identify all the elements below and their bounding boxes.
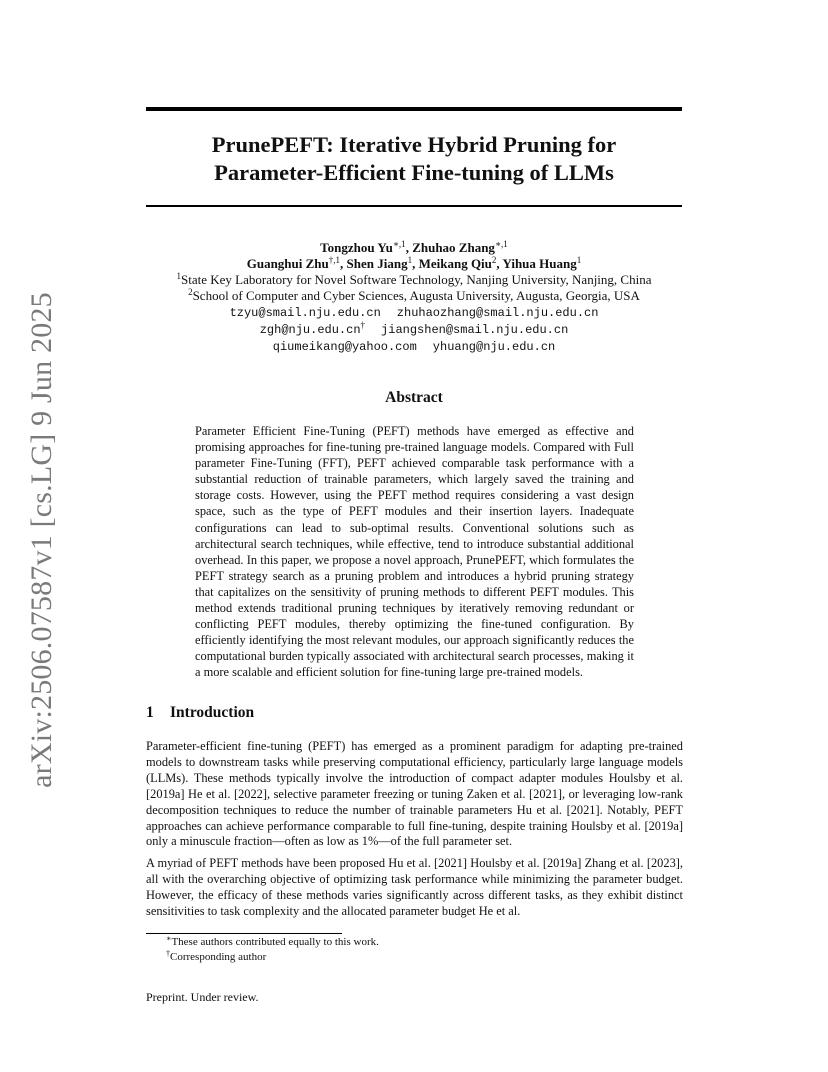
email[interactable]: yhuang@nju.edu.cn — [432, 340, 556, 354]
footnote-2 — [166, 950, 379, 965]
affiliation-text: State Key Laboratory for Novel Software Technology, Nanjing University, Nanjing, China — [181, 272, 652, 287]
abstract-text: Parameter Efficient Fine-Tuning (PEFT) methods have emerged as effective and promising approaches for fine-tuning pre-trained language models. Compared with Full parameter Fine-Tuning (FFT), PEFT achieved comparable task performance with a substantial reduction of trainable parameters, which largely saved the training and storage costs. However, using the PEFT method requires considering a vast design space, such as the type of PEFT modules and their insertion layers. Inadequate configurations can lead to sub-optimal results. Conventional solutions such as architectural search techniques, while effective, tend to introduce substantial additional overhead. In this paper, we propose a novel approach, PrunePEFT, which formulates the PEFT strategy search as a pruning problem and introduces a hybrid pruning strategy that capitalizes on the sensitivity of pruning methods to different PEFT modules. This method extends traditional pruning techniques by iteratively removing redundant or conflicting PEFT modules, thereby optimizing the fine-tuned configuration. By efficiently identifying the most relevant modules, our approach significantly reduces the computational burden typically associated with architectural search processes, making it a more scalable and efficient solution for fine-tuning large pre-trained models. — [195, 424, 634, 680]
email[interactable]: zgh@nju.edu.cn — [259, 323, 361, 337]
title-line-1: PrunePEFT: Iterative Hybrid Pruning for — [211, 132, 617, 157]
section-title: Introduction — [170, 704, 255, 721]
author-sup: ∗,1 — [392, 239, 406, 249]
author-sup: ∗,1 — [494, 239, 508, 249]
title-rule-bottom — [146, 205, 682, 207]
affiliation-1 — [146, 272, 682, 288]
abstract-heading: Abstract — [385, 389, 443, 406]
author-name: Yihua Huang — [502, 256, 577, 271]
affiliation-sup: 2 — [188, 287, 193, 297]
author-name: Guanghui Zhu — [246, 256, 329, 271]
email-line-1 — [146, 304, 682, 321]
footnote-rule — [146, 933, 342, 934]
author-sup: †,1 — [328, 255, 341, 265]
author-sup: 2 — [491, 255, 497, 265]
author-sup: 1 — [407, 255, 413, 265]
footnote-1 — [166, 935, 379, 950]
author-line-1: Tongzhou $Yu^{∗,1}$, Zhuhao Zhang$^{∗,1}$ — [320, 239, 508, 255]
paragraph: A myriad of PEFT methods have been proposed Hu et al. [2021] Houlsby et al. [2019a] Zhang et al. [2023], all with the overarching objective of optimizing task performance while minimizing the parameter budget. However, the efficacy of these methods varies significantly across different tasks, as they exhibit distinct sensitivities to task complexity and the allocated parameter budget He et al. — [146, 856, 683, 919]
title-rule-top — [146, 107, 682, 111]
email[interactable]: qiumeikang@yahoo.com — [272, 340, 417, 354]
affiliation-sup: 1 — [176, 271, 181, 281]
arxiv-stamp: arXiv:2506.07587v1 [cs.LG] 9 Jun 2025 — [25, 292, 58, 788]
email-sup: † — [360, 320, 366, 330]
paragraph: Parameter-efficient fine-tuning (PEFT) has emerged as a prominent paradigm for adapting pre-trained models to downstream tasks while preserving computational efficiency, particularly large language models (LLMs). These methods typically involve the introduction of compact adapter modules Houlsby et al. [2019a] He et al. [2022], selective parameter freezing or tuning Zaken et al. [2021], or leveraging low-rank decomposition techniques to reduce the number of trainable parameters Hu et al. [2021]. Notably, PEFT approaches can achieve performance comparable to full fine-tuning, despite training Houlsby et al. [2019a] only a minuscule fraction—often as low as 1%—of the full parameter set. — [146, 739, 683, 849]
author-sup: 1 — [576, 255, 582, 265]
author-name: Meikang Qiu — [418, 256, 492, 271]
email-line-2 — [146, 321, 682, 338]
section-number: 1 — [146, 704, 154, 721]
section-heading — [146, 704, 254, 722]
title-line-2: Parameter-Efficient Fine-tuning of LLMs — [214, 160, 614, 185]
footnote-text: Corresponding author — [170, 951, 267, 963]
footnote-text: These authors contributed equally to this work. — [171, 936, 379, 948]
author-name: Shen Jiang — [346, 256, 408, 271]
section-body — [146, 739, 683, 926]
affiliation-2 — [146, 288, 682, 304]
email[interactable]: zhuhaozhang@smail.nju.edu.cn — [396, 306, 599, 320]
footnote-mark: ∗ — [166, 934, 172, 943]
email-line-3 — [146, 338, 682, 355]
affiliation-text: School of Computer and Cyber Sciences, Augusta University, Augusta, Georgia, USA — [192, 288, 640, 303]
email[interactable]: tzyu@smail.nju.edu.cn — [229, 306, 381, 320]
footnotes — [166, 935, 379, 965]
email[interactable]: jiangshen@smail.nju.edu.cn — [381, 323, 569, 337]
author-name: Tongzhou Yu — [320, 240, 393, 255]
paper-title — [146, 131, 682, 187]
author-line-2: Guanghui Zhu$^{\dagger,1}$, Shen Jiang$^1$, Meikang Qiu$^2$, Yihua Huang$^1$ — [246, 255, 582, 271]
footnote-mark: † — [166, 949, 170, 958]
author-block — [146, 240, 682, 355]
preprint-notice: Preprint. Under review. — [146, 990, 259, 1004]
author-name: Zhuhao Zhang — [412, 240, 495, 255]
